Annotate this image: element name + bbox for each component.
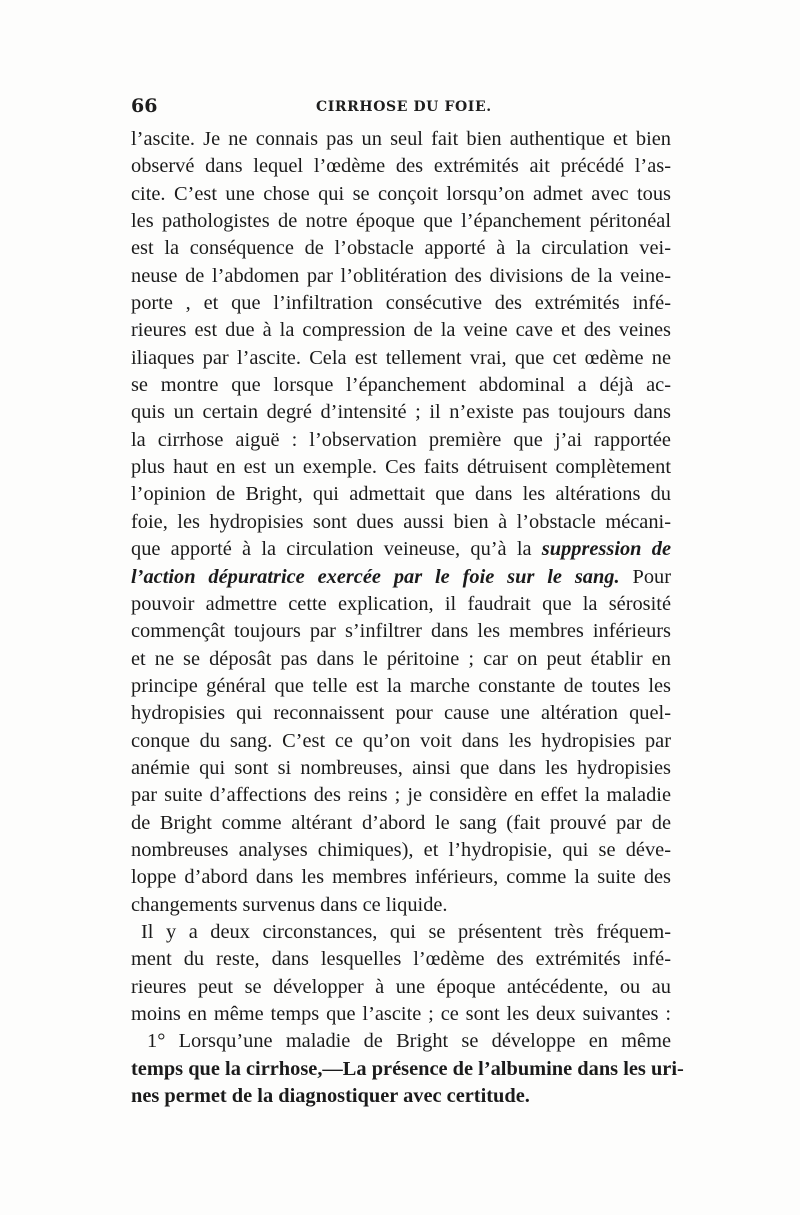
text-line: l’ascite. Je ne connais pas un seul fait bien authentique et bien <box>131 128 671 150</box>
text-line: et ne se déposât pas dans le péritoine ; car on peut établir en <box>131 647 671 670</box>
text-line: hydropisies qui reconnaissent pour cause une altération quel- <box>131 702 671 725</box>
text-line: de Bright comme altérant d’abord le sang (fait prouvé par de <box>131 811 671 834</box>
italic-phrase: l’action dépuratrice exercée par le foie sur le sang. <box>131 565 620 588</box>
text-line: ment du reste, dans lesquelles l’œdème des extrémités infé- <box>131 948 671 971</box>
text-line: principe général que telle est la marche constante de toutes les <box>131 674 671 697</box>
text-line: foie, les hydropisies sont dues aussi bien à l’obstacle mécani- <box>131 510 671 533</box>
text-line: la cirrhose aiguë : l’observation première que j’ai rapportée <box>131 428 671 451</box>
text-line: porte , et que l’infiltration consécutive des extrémités infé- <box>131 292 671 315</box>
text-line: 1° Lorsqu’une maladie de Bright se développe en même <box>147 1030 671 1053</box>
text-line: rieures est due à la compression de la veine cave et des veines <box>131 319 671 342</box>
text-line: plus haut en est un exemple. Ces faits détruisent complètement <box>131 456 671 479</box>
text-line: temps que la cirrhose,—La présence de l’albumine dans les uri- <box>131 1057 684 1080</box>
page-number: 66 <box>131 95 158 117</box>
running-head <box>131 93 671 121</box>
text-line: nombreuses analyses chimiques), et l’hydropisie, qui se déve- <box>131 838 671 861</box>
running-title: CIRRHOSE DU FOIE. <box>316 99 492 115</box>
text-line: que apporté à la circulation veineuse, qu’à la suppression de <box>131 538 671 561</box>
text-line: nes permet de la diagnostiquer avec certitude. <box>131 1085 530 1108</box>
text-line: par suite d’affections des reins ; je considère en effet la maladie <box>131 784 671 807</box>
text-line: est la conséquence de l’obstacle apporté à la circulation vei- <box>131 237 671 260</box>
text-line: commençât toujours par s’infiltrer dans les membres inférieurs <box>131 620 671 643</box>
text-line: Il y a deux circonstances, qui se présentent très fréquem- <box>141 920 671 943</box>
text-line: se montre que lorsque l’épanchement abdominal a déjà ac- <box>131 374 671 397</box>
text-line: anémie qui sont si nombreuses, ainsi que dans les hydropisies <box>131 756 671 779</box>
text-line: l’opinion de Bright, qui admettait que dans les altérations du <box>131 483 671 506</box>
text-line: l’action dépuratrice exercée par le foie sur le sang. Pour <box>131 565 671 588</box>
italic-phrase: suppression de <box>541 538 671 561</box>
body-text <box>131 126 684 1110</box>
text-line: cite. C’est une chose qui se conçoit lorsqu’on admet avec tous <box>131 182 671 205</box>
text-line: pouvoir admettre cette explication, il faudrait que la sérosité <box>131 592 671 615</box>
text-line: neuse de l’abdomen par l’oblitération des divisions de la veine- <box>131 264 671 287</box>
text-line: loppe d’abord dans les membres inférieurs, comme la suite des <box>131 866 671 889</box>
text-line: iliaques par l’ascite. Cela est tellement vrai, que cet œdème ne <box>131 346 671 369</box>
text-line: rieures peut se développer à une époque antécédente, ou au <box>131 975 671 998</box>
text-line: observé dans lequel l’œdème des extrémités ait précédé l’as- <box>131 155 671 178</box>
text-line: changements survenus dans ce liquide. <box>131 893 448 916</box>
text-line: quis un certain degré d’intensité ; il n’existe pas toujours dans <box>131 401 671 424</box>
text-line: les pathologistes de notre époque que l’épanchement péritonéal <box>131 210 671 233</box>
text-line: moins en même temps que l’ascite ; ce sont les deux suivantes : <box>131 1003 671 1025</box>
text-line: conque du sang. C’est ce qu’on voit dans les hydropisies par <box>131 729 671 752</box>
